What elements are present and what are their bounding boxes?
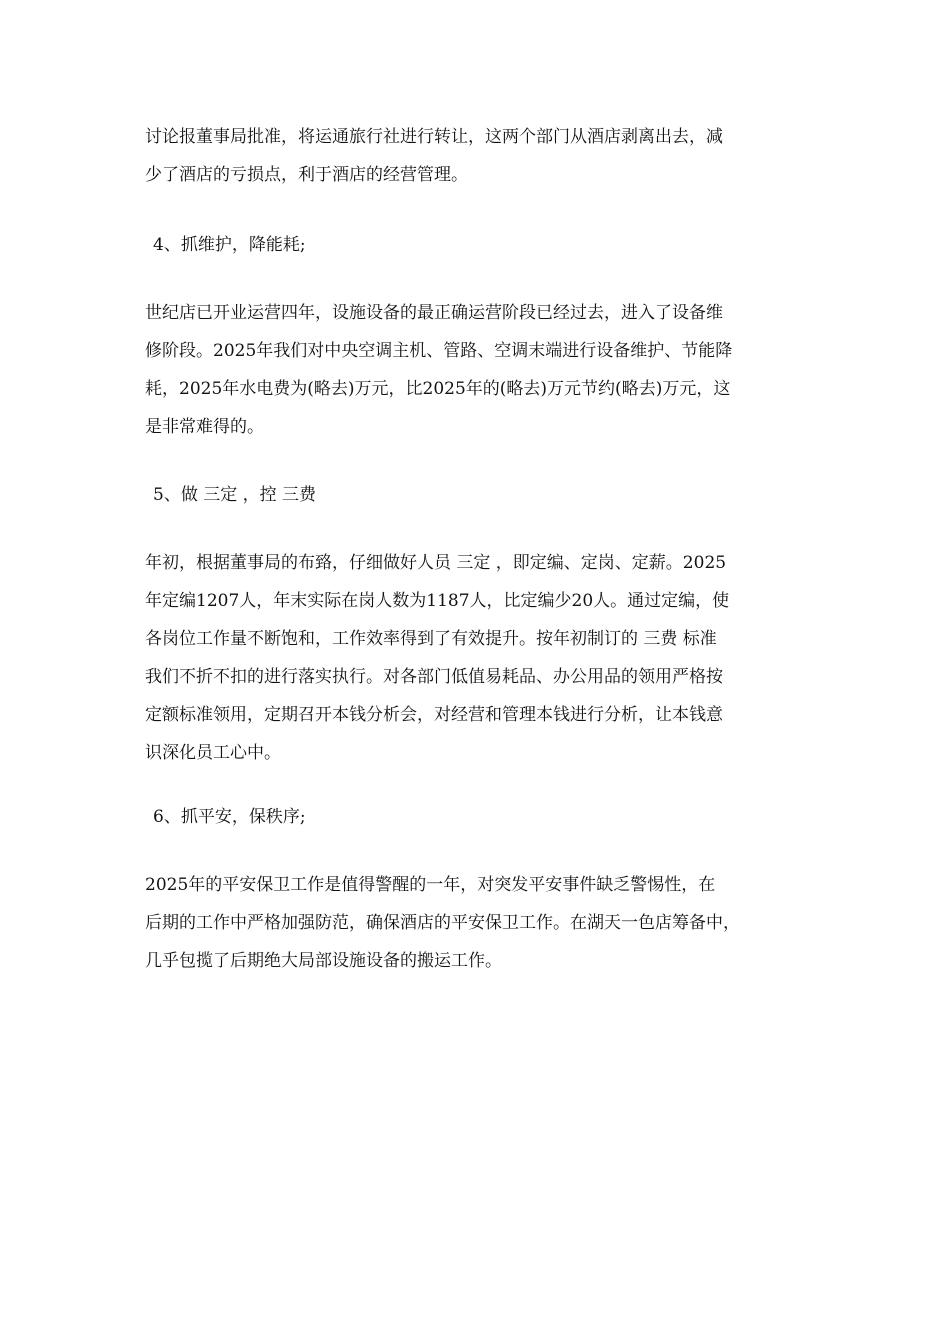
paragraph-line: 识深化员工心中。 [145, 743, 281, 763]
section-heading-5 [145, 476, 810, 514]
paragraph-line: 是非常难得的。 [145, 417, 264, 437]
paragraph-line: 耗，2025年水电费为(略去)万元，比2025年的(略去)万元节约(略去)万元，这 [145, 379, 731, 399]
paragraph-line: 世纪店已开业运营四年，设施设备的最正确运营阶段已经过去，进入了设备维 [145, 303, 723, 323]
heading-text: 4、抓维护，降能耗; [153, 235, 306, 255]
paragraph-line: 几乎包揽了后期绝大局部设施设备的搬运工作。 [145, 951, 502, 971]
paragraph-travel-agency-transfer [145, 118, 810, 194]
paragraph-line: 定额标准领用，定期召开本钱分析会，对经营和管理本钱进行分析，让本钱意 [145, 705, 723, 725]
paragraph-line: 修阶段。2025年我们对中央空调主机、管路、空调末端进行设备维护、节能降 [145, 341, 733, 361]
section-heading-4 [145, 226, 810, 264]
heading-text: 5、做 三定 ，控 三费 [153, 485, 317, 505]
section-heading-6 [145, 798, 810, 836]
paragraph-maintenance [145, 294, 810, 446]
paragraph-line: 后期的工作中严格加强防范，确保酒店的平安保卫工作。在湖天一色店筹备中， [145, 913, 740, 933]
paragraph-line: 我们不折不扣的进行落实执行。对各部门低值易耗品、办公用品的领用严格按 [145, 667, 723, 687]
paragraph-line: 2025年的平安保卫工作是值得警醒的一年，对突发平安事件缺乏警惕性，在 [145, 875, 716, 895]
paragraph-security [145, 866, 810, 980]
paragraph-line: 少了酒店的亏损点，利于酒店的经营管理。 [145, 165, 468, 185]
paragraph-line: 各岗位工作量不断饱和，工作效率得到了有效提升。按年初制订的 三费 标准 [145, 629, 717, 649]
heading-text: 6、抓平安，保秩序; [153, 807, 306, 827]
paragraph-line: 年初，根据董事局的布臵，仔细做好人员 三定 ，即定编、定岗、定薪。2025 [145, 553, 727, 573]
paragraph-staffing [145, 544, 810, 772]
paragraph-line: 讨论报董事局批准，将运通旅行社进行转让，这两个部门从酒店剥离出去，减 [145, 127, 723, 147]
paragraph-line: 年定编1207人，年末实际在岗人数为1187人，比定编少20人。通过定编，使 [145, 591, 730, 611]
